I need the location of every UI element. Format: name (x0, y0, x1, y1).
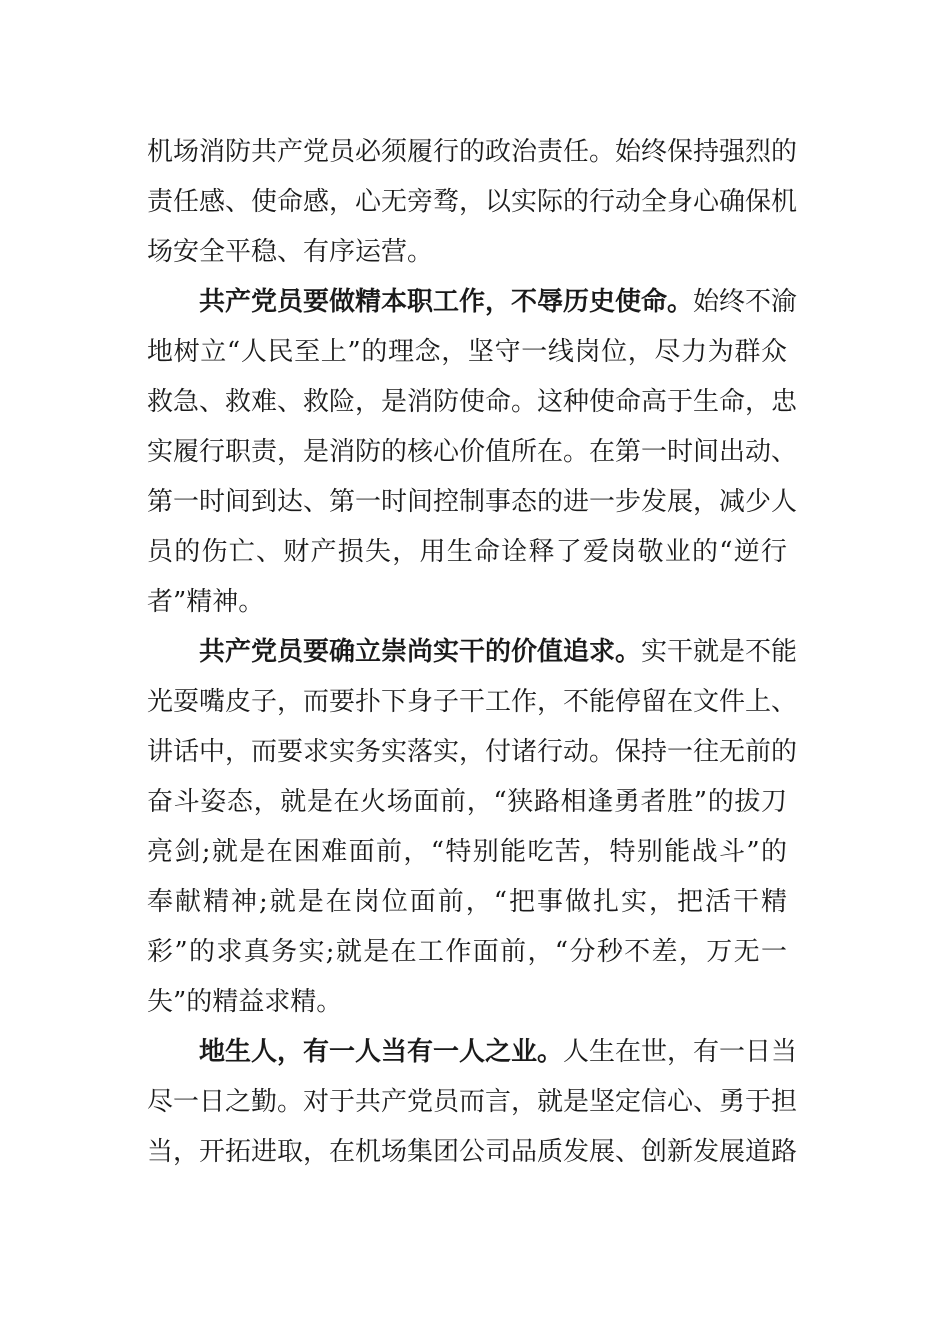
line-text: 员的伤亡、财产损失，用生命诠释了爱岗敬业的“逆行 (147, 537, 787, 567)
line-text: 光耍嘴皮子，而要扑下身子干工作，不能停留在文件上、 (147, 687, 798, 717)
line-text: 讲话中，而要求实务实落实，付诸行动。保持一往无前的 (147, 737, 798, 767)
line-text: 场安全平稳、有序运营。 (147, 237, 434, 267)
text-line (147, 1027, 798, 1077)
text-line (147, 127, 798, 177)
line-text: 地树立“人民至上”的理念，坚守一线岗位，尽力为群众 (147, 337, 787, 367)
paragraph (147, 627, 798, 1027)
text-line (147, 1127, 798, 1177)
line-text: 者”精神。 (147, 587, 265, 617)
line-text: 实干就是不能 (641, 637, 798, 667)
line-text: 亮剑;就是在困难面前，“特别能吃苦，特别能战斗”的 (147, 837, 787, 867)
text-line (147, 277, 798, 327)
line-text: 第一时间到达、第一时间控制事态的进一步发展，减少人 (147, 487, 798, 517)
text-line (147, 427, 798, 477)
text-line (147, 727, 798, 777)
line-text: 机场消防共产党员必须履行的政治责任。始终保持强烈的 (147, 137, 798, 167)
line-text: 责任感、使命感，心无旁骛，以实际的行动全身心确保机 (147, 187, 798, 217)
text-line (147, 377, 798, 427)
text-line (147, 577, 787, 627)
line-text: 实履行职责，是消防的核心价值所在。在第一时间出动、 (147, 437, 798, 467)
line-text: 始终不渝 (693, 287, 798, 317)
line-text: 人生在世，有一日当 (563, 1037, 798, 1067)
line-text: 救急、救难、救险，是消防使命。这种使命高于生命，忠 (147, 387, 798, 417)
text-line (147, 227, 787, 277)
paragraph (147, 277, 798, 627)
text-line (147, 827, 787, 877)
text-line (147, 627, 798, 677)
paragraph (147, 1027, 798, 1177)
text-line (147, 177, 798, 227)
line-text: 奉献精神;就是在岗位面前，“把事做扎实，把活干精 (147, 887, 787, 917)
text-line (147, 1077, 798, 1127)
line-text: 彩”的求真务实;就是在工作面前，“分秒不差，万无一 (147, 937, 787, 967)
paragraph-heading: 共产党员要确立崇尚实干的价值追求。 (199, 637, 642, 667)
document-body (147, 127, 798, 1177)
text-line (147, 977, 787, 1027)
line-text: 失”的精益求精。 (147, 987, 343, 1017)
text-line (147, 527, 787, 577)
text-line (147, 477, 798, 527)
line-text: 当，开拓进取，在机场集团公司品质发展、创新发展道路 (147, 1137, 798, 1167)
line-text: 尽一日之勤。对于共产党员而言，就是坚定信心、勇于担 (147, 1087, 798, 1117)
text-line (147, 677, 798, 727)
text-line (147, 927, 787, 977)
paragraph-heading: 地生人，有一人当有一人之业。 (199, 1037, 564, 1067)
text-line (147, 877, 787, 927)
text-line (147, 327, 787, 377)
paragraph (147, 127, 798, 277)
text-line (147, 777, 787, 827)
line-text: 奋斗姿态，就是在火场面前，“狭路相逢勇者胜”的拔刀 (147, 787, 787, 817)
paragraph-heading: 共产党员要做精本职工作，不辱历史使命。 (199, 287, 694, 317)
